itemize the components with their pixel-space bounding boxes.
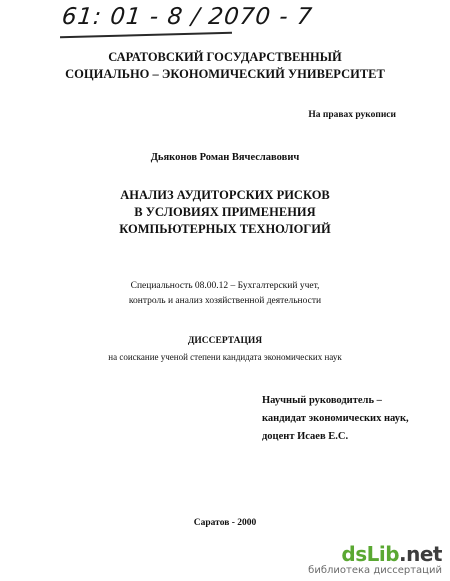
dslib-logo-tld: .net xyxy=(399,542,442,566)
city-and-year: Саратов - 2000 xyxy=(193,518,257,528)
supervisor-name: доцент Исаев Е.С. xyxy=(262,431,349,442)
university-name-line-1: САРАТОВСКИЙ ГОСУДАРСТВЕННЫЙ xyxy=(108,50,342,64)
thesis-title-line-2: В УСЛОВИЯХ ПРИМЕНЕНИЯ xyxy=(134,205,316,219)
dslib-logo-main: dsLib xyxy=(341,542,400,566)
degree-purpose: на соискание ученой степени кандидата экономических наук xyxy=(108,352,342,362)
handwritten-underline xyxy=(60,32,232,39)
specialty-line-2: контроль и анализ хозяйственной деятельности xyxy=(128,296,322,306)
handwritten-catalog-number: 61: 01 - 8 / 2070 - 7 xyxy=(60,4,314,30)
dissertation-label: ДИССЕРТАЦИЯ xyxy=(187,336,263,346)
supervisor-role: Научный руководитель – xyxy=(262,395,382,406)
dslib-watermark xyxy=(308,543,442,577)
specialty-line-1: Специальность 08.00.12 – Бухгалтерский учет, xyxy=(130,281,320,291)
thesis-title-line-1: АНАЛИЗ АУДИТОРСКИХ РИСКОВ xyxy=(120,188,330,202)
supervisor-degree: кандидат экономических наук, xyxy=(262,413,409,424)
dslib-subtitle: библиотека диссертаций xyxy=(308,565,442,576)
manuscript-rights-note: На правах рукописи xyxy=(308,110,396,120)
university-name-line-2: СОЦИАЛЬНО – ЭКОНОМИЧЕСКИЙ УНИВЕРСИТЕТ xyxy=(65,67,385,81)
dslib-logo xyxy=(308,543,442,565)
thesis-title-line-3: КОМПЬЮТЕРНЫХ ТЕХНОЛОГИЙ xyxy=(119,222,331,236)
author-name: Дьяконов Роман Вячеславович xyxy=(150,152,300,163)
